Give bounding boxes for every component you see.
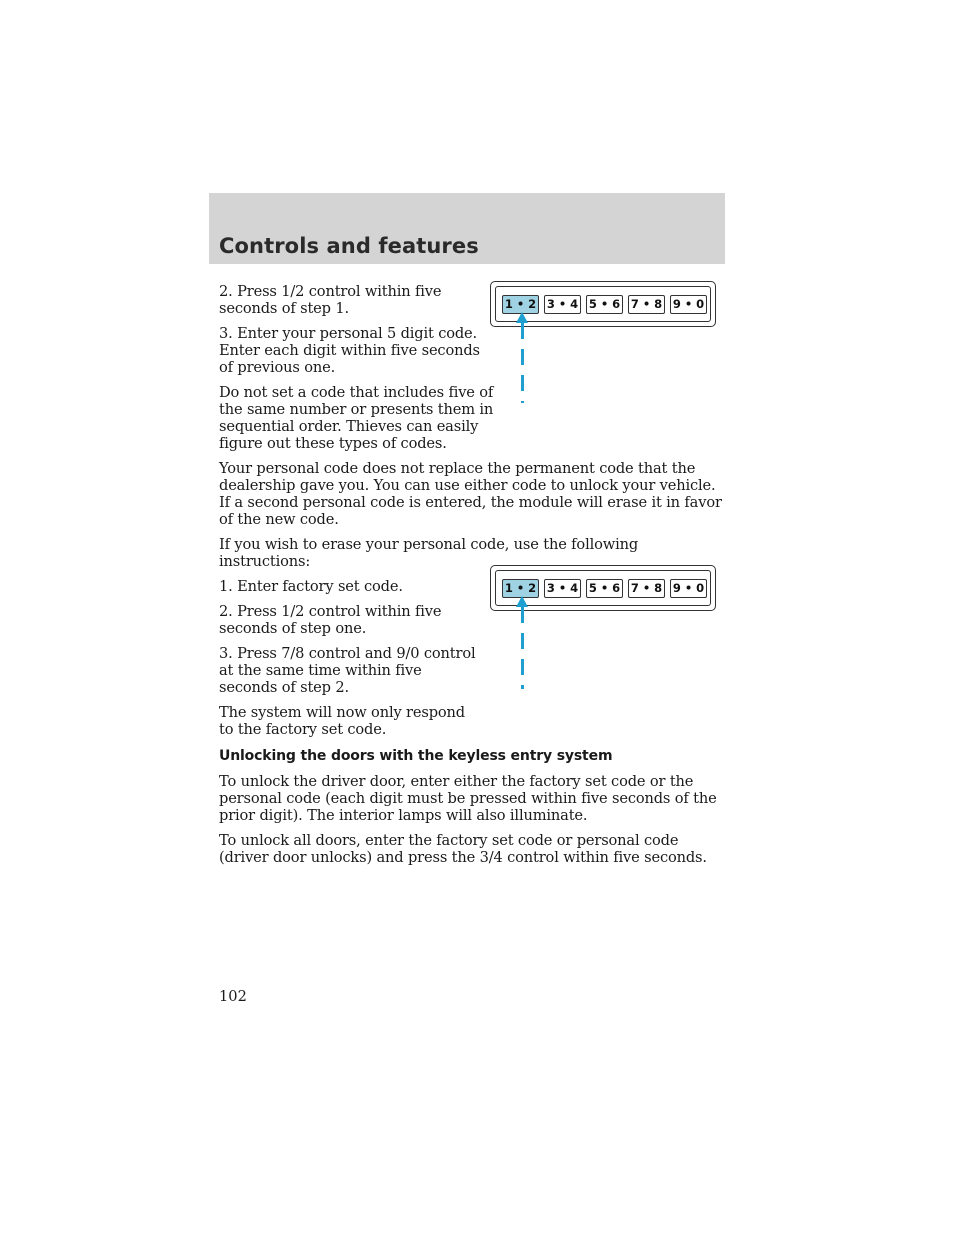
subheading: Unlocking the doors with the keyless entry system (219, 748, 613, 764)
paragraph: If you wish to erase your personal code, use the following instructions: (219, 536, 639, 570)
paragraph: Do not set a code that includes five of the same number or presents them in sequential order. Thieves can easily figure out these types of codes. (219, 384, 494, 452)
paragraph: 1. Enter factory set code. (219, 578, 403, 595)
paragraph: The system will now only respond to the factory set code. (219, 704, 465, 738)
page-number: 102 (219, 988, 247, 1005)
keypad-key-7-8: 7 • 8 (628, 579, 665, 598)
paragraph: 3. Enter your personal 5 digit code. Enter each digit within five seconds of previous one. (219, 325, 480, 376)
paragraph: 3. Press 7/8 control and 9/0 control at the same time within five seconds of step 2. (219, 645, 476, 696)
keypad-key-9-0: 9 • 0 (670, 295, 707, 314)
paragraph: To unlock all doors, enter the factory set code or personal code (driver door unlocks) and press the 3/4 control within five seconds. (219, 832, 707, 866)
paragraph: Your personal code does not replace the permanent code that the dealership gave you. You can use either code to unlock your vehicle. If a second personal code is entered, the module will erase it in favor of the new code. (219, 460, 722, 528)
paragraph: To unlock the driver door, enter either the factory set code or the personal code (each digit must be pressed within five seconds of the prior digit). The interior lamps will also illuminate. (219, 773, 717, 824)
keypad-key-5-6: 5 • 6 (586, 295, 623, 314)
keypad-key-5-6: 5 • 6 (586, 579, 623, 598)
keypad-key-3-4: 3 • 4 (544, 295, 581, 314)
body-text (219, 283, 729, 874)
keypad-key-1-2: 1 • 2 (502, 579, 539, 598)
section-title: Controls and features (219, 234, 479, 258)
keypad-key-9-0: 9 • 0 (670, 579, 707, 598)
keypad-key-7-8: 7 • 8 (628, 295, 665, 314)
paragraph: 2. Press 1/2 control within five seconds of step 1. (219, 283, 442, 317)
paragraph: 2. Press 1/2 control within five seconds of step one. (219, 603, 442, 637)
keypad-key-3-4: 3 • 4 (544, 579, 581, 598)
keypad-key-1-2: 1 • 2 (502, 295, 539, 314)
